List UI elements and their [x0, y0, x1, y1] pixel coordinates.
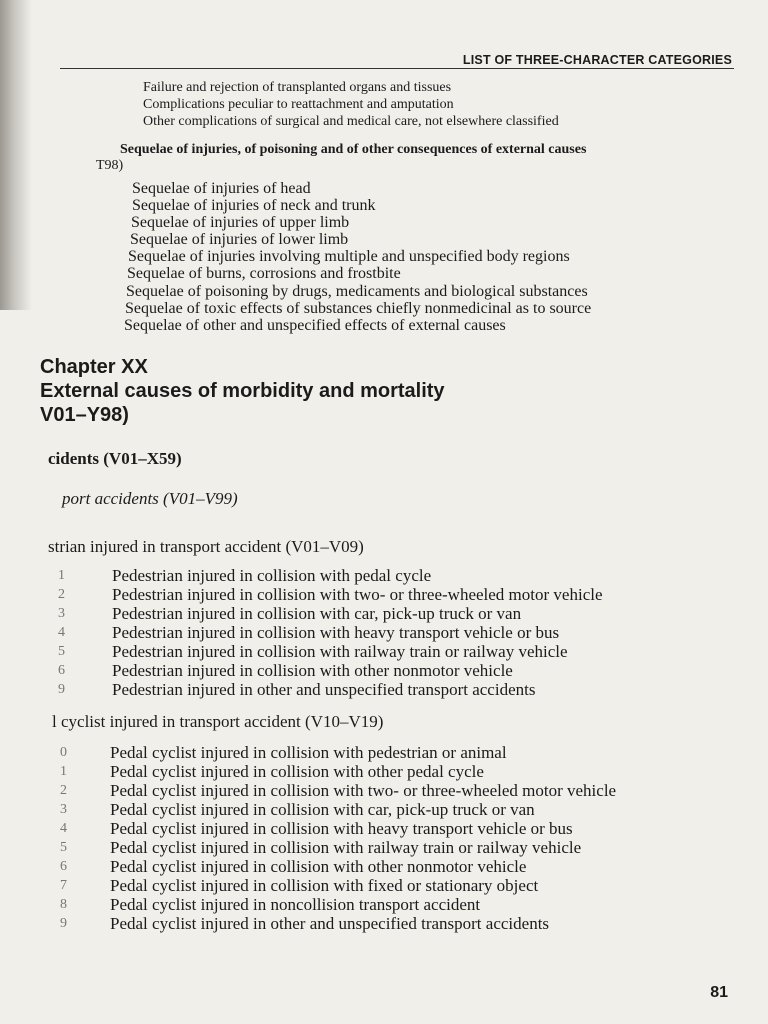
transport-heading: port accidents (V01–V99) [62, 489, 238, 508]
pedestrian-heading: strian injured in transport accident (V01–V09) [48, 537, 364, 556]
sequelae-item: Sequelae of injuries of upper limb [131, 214, 350, 231]
chapter-range: V01–Y98) [40, 404, 129, 426]
category-code: 6 [58, 663, 65, 678]
cyclist-item: Pedal cyclist injured in noncollision transport accident [110, 895, 481, 914]
category-code: 4 [60, 821, 67, 836]
category-code: 7 [60, 878, 67, 893]
pedestrian-item: Pedestrian injured in collision with heavy transport vehicle or bus [112, 623, 560, 642]
running-header: LIST OF THREE-CHARACTER CATEGORIES [462, 53, 732, 67]
pedestrian-item: Pedestrian injured in collision with other nonmotor vehicle [112, 661, 513, 680]
cyclist-item: Pedal cyclist injured in collision with heavy transport vehicle or bus [110, 819, 573, 838]
category-code: 5 [58, 644, 65, 659]
sequelae-range: T98) [96, 158, 124, 173]
top-item: Complications peculiar to reattachment and amputation [143, 97, 454, 112]
chapter-number: Chapter XX [40, 356, 148, 378]
category-code: 2 [60, 783, 67, 798]
sequelae-item: Sequelae of other and unspecified effects of external causes [124, 317, 506, 334]
category-code: 5 [60, 840, 67, 855]
category-code: 9 [60, 916, 67, 931]
sequelae-item: Sequelae of injuries involving multiple and unspecified body regions [128, 248, 570, 265]
cyclist-item: Pedal cyclist injured in collision with fixed or stationary object [110, 876, 539, 895]
cyclist-item: Pedal cyclist injured in collision with other nonmotor vehicle [110, 857, 527, 876]
category-code: 1 [60, 764, 67, 779]
pedestrian-item: Pedestrian injured in collision with car, pick-up truck or van [112, 604, 522, 623]
cyclist-item: Pedal cyclist injured in other and unspecified transport accidents [110, 914, 550, 933]
category-code: 2 [58, 587, 65, 602]
category-code: 6 [60, 859, 67, 874]
category-code: 9 [58, 682, 65, 697]
cyclist-item: Pedal cyclist injured in collision with other pedal cycle [110, 762, 484, 781]
category-code: 0 [60, 745, 67, 760]
page-number: 81 [710, 984, 728, 1001]
pedestrian-item: Pedestrian injured in collision with railway train or railway vehicle [112, 642, 568, 661]
sequelae-item: Sequelae of injuries of lower limb [130, 231, 349, 248]
cyclist-item: Pedal cyclist injured in collision with pedestrian or animal [110, 743, 507, 762]
header-rule [60, 68, 734, 69]
category-code: 8 [60, 897, 67, 912]
cyclist-item: Pedal cyclist injured in collision with two- or three-wheeled motor vehicle [110, 781, 617, 800]
pedestrian-item: Pedestrian injured in collision with pedal cycle [112, 566, 432, 585]
category-code: 4 [58, 625, 65, 640]
top-item: Failure and rejection of transplanted organs and tissues [143, 80, 452, 95]
pedestrian-item: Pedestrian injured in collision with two- or three-wheeled motor vehicle [112, 585, 603, 604]
sequelae-item: Sequelae of injuries of neck and trunk [132, 197, 376, 214]
sequelae-item: Sequelae of injuries of head [132, 180, 311, 197]
category-code: 3 [60, 802, 67, 817]
chapter-title: External causes of morbidity and mortality [40, 380, 445, 402]
sequelae-heading: Sequelae of injuries, of poisoning and of other consequences of external causes [120, 142, 587, 157]
cyclist-item: Pedal cyclist injured in collision with railway train or railway vehicle [110, 838, 582, 857]
pedestrian-item: Pedestrian injured in other and unspecified transport accidents [112, 680, 536, 699]
sequelae-item: Sequelae of poisoning by drugs, medicaments and biological substances [126, 283, 588, 300]
category-code: 3 [58, 606, 65, 621]
category-code: 1 [58, 568, 65, 583]
cyclist-heading: l cyclist injured in transport accident (V10–V19) [52, 712, 384, 731]
page-binding-shadow [0, 0, 32, 310]
sequelae-item: Sequelae of toxic effects of substances chiefly nonmedicinal as to source [125, 300, 592, 317]
top-item: Other complications of surgical and medical care, not elsewhere classified [143, 114, 559, 129]
sequelae-item: Sequelae of burns, corrosions and frostbite [127, 265, 401, 282]
accidents-heading: cidents (V01–X59) [48, 449, 182, 468]
cyclist-item: Pedal cyclist injured in collision with car, pick-up truck or van [110, 800, 535, 819]
